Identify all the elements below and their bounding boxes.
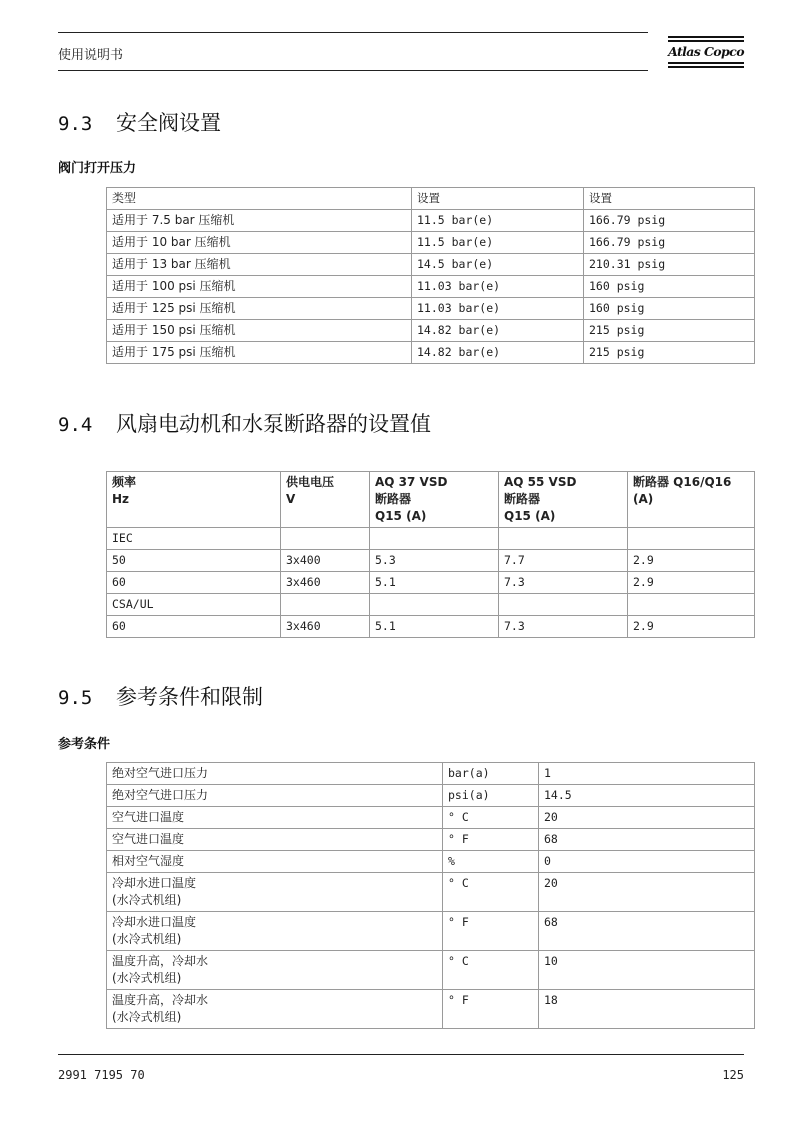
table-cell: 60 [107,616,281,638]
table-row [107,807,755,829]
column-header: 频率 Hz [107,472,281,528]
table-cell: 166.79 psig [584,232,755,254]
table-cell: 设置 [584,188,755,210]
table-cell: 215 psig [584,342,755,364]
table-row [107,785,755,807]
page-number: 125 [722,1068,744,1082]
table-cell [628,594,755,616]
section-heading-9-3 [58,107,221,137]
table-cell: ° C [443,951,539,990]
table-cell: 2.9 [628,550,755,572]
table-cell: ° F [443,990,539,1029]
table-cell: 14.82 bar(e) [412,320,584,342]
table-row [107,763,755,785]
column-header: AQ 55 VSD 断路器 Q15 (A) [499,472,628,528]
document-title: 使用说明书 [58,48,124,63]
table-row [107,990,755,1029]
table-cell [499,594,628,616]
table-cell: bar(a) [443,763,539,785]
table-cell [281,528,370,550]
table-cell: 1 [539,763,755,785]
table-cell: 绝对空气进口压力 [107,763,443,785]
table-cell: 冷却水进口温度 (水冷式机组) [107,873,443,912]
table-cell: 适用于 150 psi 压缩机 [107,320,412,342]
table-cell: 设置 [412,188,584,210]
breaker-settings-table [106,471,755,638]
table-row [107,550,755,572]
table-cell: 适用于 125 psi 压缩机 [107,298,412,320]
table-row [107,254,755,276]
section-number: 9.5 [58,687,93,709]
section-number: 9.4 [58,414,93,436]
table-cell: 空气进口温度 [107,807,443,829]
table-cell: 50 [107,550,281,572]
table-cell: 68 [539,912,755,951]
table-cell: 空气进口温度 [107,829,443,851]
table-cell [370,594,499,616]
table-cell: 10 [539,951,755,990]
table-row [107,851,755,873]
table-cell: 适用于 13 bar 压缩机 [107,254,412,276]
table-cell: 冷却水进口温度 (水冷式机组) [107,912,443,951]
section-title: 参考条件和限制 [116,685,263,709]
table-row [107,616,755,638]
header-bottom-rule [58,70,648,71]
subsection-title: 参考条件 [58,737,111,752]
table-row [107,594,755,616]
table-cell: 14.82 bar(e) [412,342,584,364]
table-cell: 5.1 [370,616,499,638]
table-cell: 类型 [107,188,412,210]
section-number: 9.3 [58,113,93,135]
table-cell: 适用于 10 bar 压缩机 [107,232,412,254]
column-header: 断路器 Q16/Q16 (A) [628,472,755,528]
table-cell: ° F [443,829,539,851]
table-header-row [107,472,755,528]
table-cell: 2.9 [628,572,755,594]
table-cell [628,528,755,550]
table-row [107,232,755,254]
table-cell [281,594,370,616]
table-cell: 60 [107,572,281,594]
table-row [107,298,755,320]
section-heading-9-4 [58,408,431,438]
table-cell: 68 [539,829,755,851]
table-cell: 166.79 psig [584,210,755,232]
footer-rule [58,1054,744,1055]
reference-conditions-table [106,762,755,1029]
table-cell: % [443,851,539,873]
safety-valve-table [106,187,755,364]
table-cell: 适用于 7.5 bar 压缩机 [107,210,412,232]
table-cell: 3x460 [281,616,370,638]
table-cell: 0 [539,851,755,873]
table-row [107,320,755,342]
section-title: 风扇电动机和水泵断路器的设置值 [116,412,431,436]
table-row [107,210,755,232]
table-cell: 11.5 bar(e) [412,210,584,232]
table-cell: psi(a) [443,785,539,807]
table-cell: 210.31 psig [584,254,755,276]
table-cell: 160 psig [584,276,755,298]
table-cell: 3x400 [281,550,370,572]
table-cell [499,528,628,550]
subsection-title: 阀门打开压力 [58,161,137,176]
table-cell: 160 psig [584,298,755,320]
section-heading-9-5 [58,681,263,711]
table-cell: 温度升高，冷却水 (水冷式机组) [107,990,443,1029]
table-row [107,342,755,364]
atlas-copco-logo: Atlas Copco [668,36,744,70]
document-number: 2991 7195 70 [58,1068,145,1082]
table-row [107,188,755,210]
section-title: 安全阀设置 [116,111,221,135]
table-row [107,951,755,990]
table-cell: 11.5 bar(e) [412,232,584,254]
table-cell: 215 psig [584,320,755,342]
header-top-rule [58,32,648,33]
table-cell: 11.03 bar(e) [412,298,584,320]
table-cell: 14.5 bar(e) [412,254,584,276]
table-cell: 11.03 bar(e) [412,276,584,298]
table-cell: 适用于 100 psi 压缩机 [107,276,412,298]
column-header: AQ 37 VSD 断路器 Q15 (A) [370,472,499,528]
table-row [107,829,755,851]
table-cell: CSA/UL [107,594,281,616]
table-row [107,276,755,298]
table-cell: 7.3 [499,616,628,638]
table-cell: 14.5 [539,785,755,807]
table-row [107,528,755,550]
table-row [107,873,755,912]
table-cell: 7.3 [499,572,628,594]
table-cell: 绝对空气进口压力 [107,785,443,807]
table-cell: 20 [539,873,755,912]
table-cell: 温度升高，冷却水 (水冷式机组) [107,951,443,990]
table-cell: 5.1 [370,572,499,594]
table-cell: 相对空气湿度 [107,851,443,873]
table-row [107,572,755,594]
table-cell: ° F [443,912,539,951]
table-cell: ° C [443,873,539,912]
table-row [107,912,755,951]
table-cell: IEC [107,528,281,550]
table-cell: 适用于 175 psi 压缩机 [107,342,412,364]
table-cell [370,528,499,550]
table-cell: 3x460 [281,572,370,594]
table-cell: 2.9 [628,616,755,638]
table-cell: ° C [443,807,539,829]
column-header: 供电电压 V [281,472,370,528]
table-cell: 5.3 [370,550,499,572]
table-cell: 20 [539,807,755,829]
table-cell: 18 [539,990,755,1029]
table-cell: 7.7 [499,550,628,572]
